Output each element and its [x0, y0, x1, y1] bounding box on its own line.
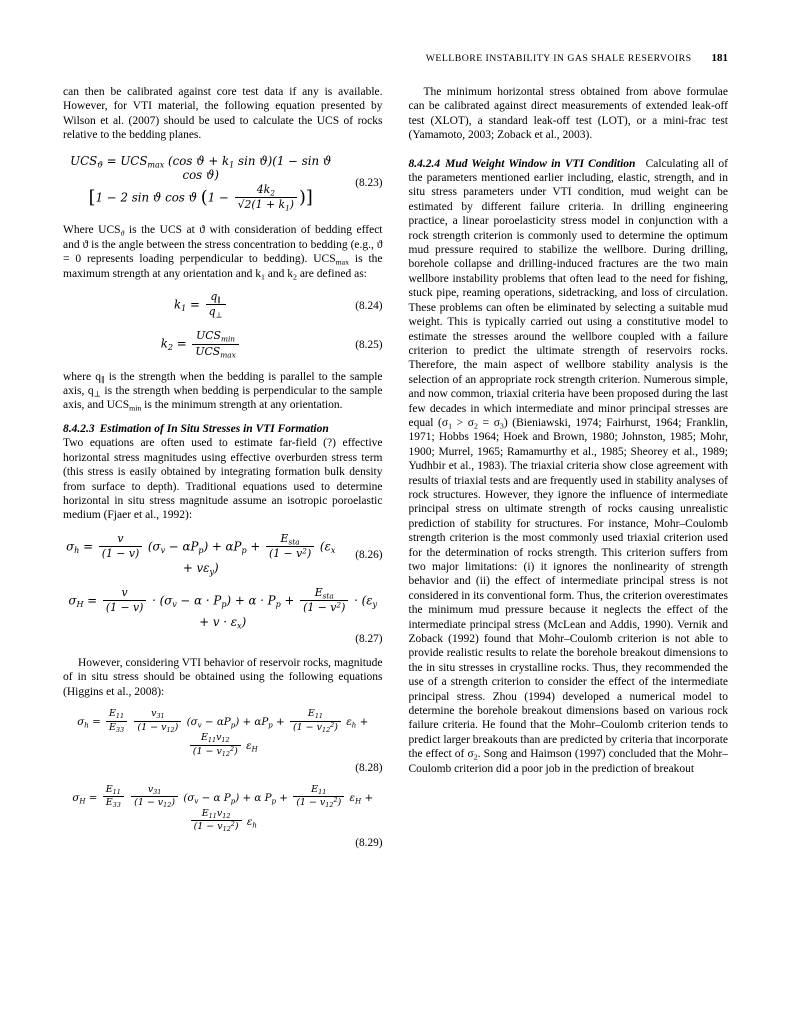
running-head-title: WELLBORE INSTABILITY IN GAS SHALE RESERVOIRS	[425, 53, 692, 64]
equation-body	[63, 153, 339, 214]
equation-8-25	[63, 330, 383, 359]
paragraph-q-definitions: where $q_\parallel$ is the strength when the bedding is parallel to the sample axis, $q_\perp$ is the strength when bedding is perpendicular to the sample axis, and $UCS_{min}$ is the minimum strength at any orientation.	[63, 370, 383, 413]
equation-body	[63, 291, 339, 320]
paragraph-mud-weight: Calculating all of the parameters mentioned earlier including, elastic, strength, and in situ stress parameters under VTI condition, mud weight can be estimated by different failure criteria. In drilling engineering practice, a linear poroelasticity stress model in conjunction with a rock strength criterion is commonly used to determine the optimum mud pressure required to stabilize the wellbore. During drilling, borehole collapse and drilling-induced fractures are the two main wellbore instability problems that often lead to the need for fishing, stuck pipe, reaming operations, sidetracking, and loss of circulation. These problems can often be eliminated by selecting a suitable mud weight. This is typically carried out using a constitutive model to estimate the stresses around the wellbore coupled with a failure criterion to predict the ultimate strength of reservoirs rocks. Therefore, the main aspect of wellbore stability analysis is the selection of an appropriate rock strength criterion. Numerous simple, and now common, triaxial criteria have been proposed during the last few decades in which intermediate and minor principal stresses are equal $(\sigma_1 > \sigma_2 = \sigma_3)$ (Bieniawski, 1974; Fairhurst, 1964; Franklin, 1971; Hobbs 1964; Hoek and Brown, 1980; Johnston, 1985; Mohr, 1900; Murrel, 1965; Ramamurthy et al., 1985; Sheorey et al., 1989; Yudhbir et al., 1983). The triaxial criteria show close agreement with results of triaxial tests and are frequently used in stability analyses of rock structures. However, they ignore the influence of intermediate principal stress on ultimate strength of rocks causing unrealistic prediction of stability for structures. For instance, Mohr–Coulomb strength criterion is the most commonly used triaxial criterion used for the determination of rocks strength. This criterion suffers from two major limitations: (i) it ignores the nonlinearity of strength behavior and (ii) the effect of intermediate principal stress is not considered in its conventional form. Thus, the criterion overestimates the minimum mud pressure because it neglects the effect of the intermediate principal stress (McLean and Addis, 1990). Vernik and Zoback (1992) found that Mohr–Coulomb criterion is not able to provide realistic results to relate the borehole breakout dimensions to the in situ stresses in crystalline rocks. Thus, they recommended the use of a strength criterion to consider the effect of the intermediate principal stress. Zhou (1994) developed a numerical model to determine the borehole breakout dimensions based on various rock failure criteria. He found that the Mohr–Coulomb criterion tends to predict larger breakouts than are predicted by criteria that incorporate the effect of $\sigma_2$. Song and Haimson (1997) concluded that the Mohr–Coulomb criterion did a poor job in the prediction of breakout	[408, 157, 728, 775]
equation-body	[63, 533, 339, 577]
paragraph-vti-stress: However, considering VTI behavior of reservoir rocks, magnitude of in situ stress should be obtained using the following equations (Higgins et al., 2008):	[63, 656, 383, 698]
equation-8-29	[63, 785, 383, 850]
equation-body	[63, 330, 339, 359]
section-title: Estimation of In Situ Stresses in VTI Formation	[99, 422, 329, 435]
equation-number: (8.29)	[355, 837, 383, 849]
equation-number: (8.25)	[355, 338, 383, 351]
paragraph-min-horizontal-stress: The minimum horizontal stress obtained from above formulae can be calibrated against direct measurements of extended leak-off test (XLOT), a standard leak-off test (LOT), or a mini-frac test (Yamamoto, 2003; Zoback et al., 2003).	[408, 86, 728, 142]
equation-8-27	[63, 587, 383, 646]
equation-8-28	[63, 709, 383, 774]
section-number: 8.4.2.3	[63, 422, 95, 435]
equation-8-26	[63, 533, 383, 577]
section-heading-8-4-2-3	[63, 422, 383, 436]
equation-8-24	[63, 291, 383, 320]
section-8-4-2-4	[409, 157, 729, 776]
equation-body	[63, 709, 383, 759]
equation-line: $k_1$ = $\frac{q_\parallel}{q_\perp}$	[63, 291, 339, 320]
equation-number: (8.24)	[355, 299, 383, 312]
two-column-layout	[63, 85, 728, 860]
equation-line: $\sigma_H$ = $\frac{v}{(1 - v)}$ · $(\sigma_v - \alpha \cdot P_p) + \alpha \cdot P_p$ + $\frac{E_{sta}}{(1 - v^2)}$ · $(\varepsilon_y + v \cdot \varepsilon_x)$	[68, 585, 378, 631]
equation-line: $\sigma_h$ = $\frac{E_{11}}{E_{33}}$ $\frac{v_{31}}{(1 - v_{12})}$ $(\sigma_v - \alpha P_p) + \alpha P_p$ + $\frac{E_{11}}{(1 - v_{12}^2)}$ $\varepsilon_h$ + $\frac{E_{11}v_{12}}{(1 - v_{12}^2)}$ $\varepsilon_H$	[77, 708, 369, 758]
equation-body	[63, 587, 383, 631]
page-number: 181	[711, 52, 728, 64]
section-title: Mud Weight Window in VTI Condition	[445, 157, 636, 170]
paragraph-ucs-intro: can then be calibrated against core test data if any is available. However, for VTI material, the following equation presented by Wilson et al. (2007) should be used to calculate the UCS of rocks relative to the bedding planes.	[63, 86, 383, 142]
paragraph-ucs-definitions: Where $UCS_ϑ$ is the UCS at ϑ with consideration of bedding effect and ϑ is the angle between the stress concentration to bedding (e.g., ϑ = 0 represents loading perpendicular to bedding). $UCS_{max}$ is the maximum strength at any orientation and $k_1$ and $k_2$ are defined as:	[63, 224, 383, 282]
equation-line: $UCS_ϑ = UCS_{max}$ (cos $ϑ + k_1$ sin ϑ)(1 − sin ϑ cos ϑ)	[70, 153, 332, 183]
equation-number: (8.26)	[355, 548, 383, 561]
paragraph-insitu-intro: Two equations are often used to estimate far-field (?) effective horizontal stress magnitudes using effective overburden stress term (this stress is easily obtained by integrating formation bulk density from surface to depth). Traditional equations used to determine horizontal in situ stress magnitude assume an isotropic poroelastic medium (Fjaer et al., 1992):	[63, 437, 383, 522]
equation-line: $\sigma_H$ = $\frac{E_{11}}{E_{33}}$ $\frac{v_{31}}{(1 - v_{12})}$ ($\sigma_v - \alpha$ $P_p) + \alpha$ $P_p$ + $\frac{E_{11}}{(1 - v_{12}^2)}$ $\varepsilon_H$ + $\frac{E_{11}v_{12}}{(1 - v_{12}^2)}$ $\varepsilon_h$	[72, 783, 374, 834]
equation-body	[63, 785, 383, 835]
equation-number: (8.23)	[355, 176, 383, 189]
left-column	[63, 85, 383, 860]
section-number: 8.4.2.4	[408, 157, 441, 170]
equation-line: $\sigma_h$ = $\frac{v}{(1 - v)}$ $(\sigma_v - \alpha P_p) + \alpha P_p$ + $\frac{E_{sta}}{(1 - v^2)}$ $(\varepsilon_x + v\varepsilon_y)$	[66, 531, 336, 577]
running-head	[63, 52, 728, 64]
equation-number: (8.28)	[355, 761, 383, 774]
equation-8-23	[63, 153, 383, 214]
equation-number: (8.27)	[355, 632, 383, 645]
equation-line: [1 − 2 sin ϑ cos ϑ (1 − $\frac{4k_2}{√2(1 + k_1)}$ )]	[88, 183, 313, 213]
equation-line: $k_2$ = $\frac{UCS_{min}}{UCS_{max}}$	[63, 330, 339, 359]
right-column	[409, 85, 729, 860]
